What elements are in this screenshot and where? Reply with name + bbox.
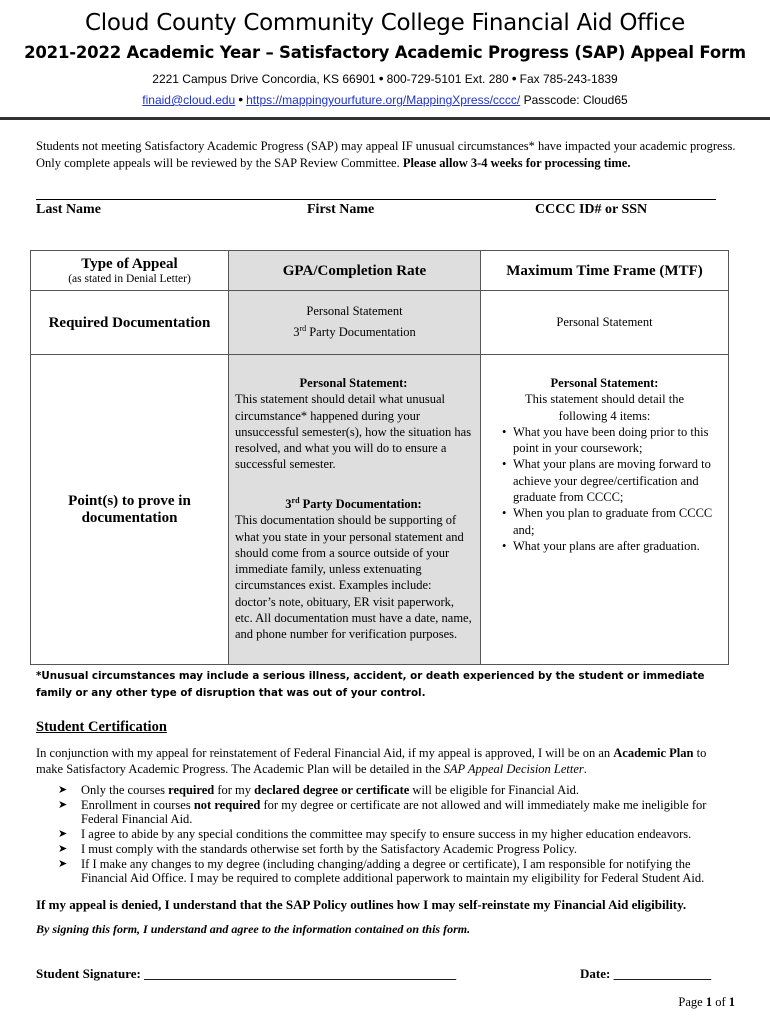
certification-paragraph: In conjunction with my appeal for reinstatement of Federal Financial Aid, if my appeal is approved, I will be on an Academic Plan to make Satisfactory Academic Progress. The Academic Plan will be detailed in the SAP Appeal Decision Letter.	[36, 746, 707, 777]
name-entry-line[interactable]	[36, 199, 716, 200]
appeal-requirements-table	[30, 250, 729, 665]
passcode: Passcode: Cloud65	[523, 93, 628, 107]
mtf-items-list	[491, 424, 718, 554]
gpa-completion-header: GPA/Completion Rate	[282, 262, 427, 279]
gpa-points-cell	[229, 355, 481, 665]
appeal-denied-statement: If my appeal is denied, I understand that the SAP Policy outlines how I may self-reinstate my Financial Aid eligibility.	[36, 897, 687, 912]
list-item: ➤ I must comply with the standards otherwise set forth by the Satisfactory Academic Progress Policy.	[58, 841, 577, 856]
first-name-label: First Name	[307, 202, 375, 217]
mtf-personal-statement-heading: Personal Statement:	[550, 376, 659, 390]
date-label: Date:	[580, 966, 614, 981]
mtf-required-docs	[481, 291, 729, 355]
intro-text: Students not meeting Satisfactory Academic Progress (SAP) may appeal IF unusual circumstances* have impacted your academic progress. Only complete appeals will be reviewed by the SAP Review Committee.	[36, 139, 736, 170]
mtf-personal-statement-intro: This statement should detail the following 4 items:	[525, 392, 684, 423]
date-field[interactable]	[580, 966, 711, 982]
list-item: • When you plan to graduate from CCCC and;	[513, 505, 718, 538]
required-docs-label: Required Documentation	[48, 314, 211, 331]
intro-paragraph	[36, 138, 740, 172]
list-item: • What you have been doing prior to this point in your coursework;	[513, 424, 718, 457]
page-number: Page 1 of 1	[678, 995, 735, 1009]
address: 2221 Campus Drive Concordia, KS 66901	[152, 72, 376, 86]
fax: Fax 785-243-1839	[519, 72, 618, 86]
list-item: ➤ I agree to abide by any special conditions the committee may specify to ensure success in my higher education endeavors.	[58, 827, 692, 842]
list-item: • What your plans are moving forward to achieve your degree/certification and graduate from CCCC;	[513, 456, 718, 505]
signature-label: Student Signature:	[36, 966, 145, 981]
signing-agreement: By signing this form, I understand and agree to the information contained on this form.	[36, 922, 471, 936]
unusual-circumstances-footnote: *Unusual circumstances may include a serious illness, accident, or death experienced by the student or immediate family or any other type of disruption that was out of your control.	[36, 670, 705, 699]
table-header-row	[31, 251, 729, 291]
required-docs-cell	[31, 291, 229, 355]
bullet-separator: •	[511, 70, 517, 86]
gpa-doc-third-party: 3rd Party Documentation	[293, 324, 416, 340]
type-of-appeal-cell	[31, 251, 229, 291]
list-item: • What your plans are after graduation.	[513, 538, 718, 554]
gpa-personal-statement-body: This statement should detail what unusual circumstance* happened during your unsuccessful semester(s), how the situation has resolved, and what you will do to ensure a successful semester.	[235, 392, 472, 472]
mtf-doc-personal-statement: Personal Statement	[556, 315, 653, 329]
certification-list	[58, 783, 738, 886]
type-of-appeal-label: Type of Appeal	[81, 256, 178, 272]
bullet-separator: •	[238, 91, 244, 107]
type-of-appeal-note: (as stated in Denial Letter)	[68, 273, 191, 285]
date-line[interactable]: _______________	[613, 966, 712, 981]
form-subtitle: 2021-2022 Academic Year – Satisfactory Academic Progress (SAP) Appeal Form	[24, 43, 746, 62]
gpa-doc-personal-statement: Personal Statement	[306, 304, 403, 319]
arrow-bullet-icon: ➤	[58, 828, 68, 841]
gpa-header-cell	[229, 251, 481, 291]
website-link[interactable]: https://mappingyourfuture.org/MappingXpress/cccc/	[246, 93, 521, 107]
form-title: Cloud County Community College Financial Aid Office	[84, 10, 686, 36]
gpa-third-party-body: This documentation should be supporting of what you state in your personal statement and should come from a source outside of your immediate family, unless extenuating circumstances exist. Examples include: doctor’s note, obituary, ER visit paperwork, etc. All documentation must have a date, name, and phone number for verification purposes.	[235, 513, 472, 642]
contact-line-2	[0, 91, 770, 108]
id-label: CCCC ID# or SSN	[535, 202, 648, 217]
points-label-cell	[31, 355, 229, 665]
phone: 800-729-5101 Ext. 280	[386, 72, 509, 86]
gpa-third-party-heading: 3rd Party Documentation:	[285, 495, 422, 511]
gpa-required-docs	[229, 291, 481, 355]
mtf-points-cell	[481, 355, 729, 665]
list-item: ➤ If I make any changes to my degree (including changing/adding a degree or certificate), I am responsible for notifying the Financial Aid Office. I may be required to complete additional paperwork to maintain my eligibility for Federal Student Aid.	[58, 856, 705, 886]
intro-processing-time: Please allow 3-4 weeks for processing time.	[402, 156, 631, 170]
student-certification-heading: Student Certification	[36, 719, 167, 735]
email-link[interactable]: finaid@cloud.edu	[142, 93, 236, 107]
points-row	[31, 355, 729, 665]
gpa-personal-statement-heading: Personal Statement:	[299, 376, 408, 390]
list-item: ➤ Enrollment in courses not required for my degree or certificate are not allowed and will immediately make me ineligible for Federal Financial Aid.	[58, 797, 707, 827]
arrow-bullet-icon: ➤	[58, 798, 68, 811]
header-divider	[0, 117, 770, 120]
arrow-bullet-icon: ➤	[58, 842, 68, 855]
signature-line[interactable]: ________________________________________________	[144, 966, 457, 981]
required-docs-row	[31, 291, 729, 355]
contact-line-1	[0, 70, 770, 87]
list-item: ➤ Only the courses required for my declared degree or certificate will be eligible for Financial Aid.	[58, 783, 580, 797]
last-name-label: Last Name	[36, 202, 101, 217]
bullet-separator: •	[378, 70, 384, 86]
mtf-header-cell	[481, 251, 729, 291]
student-signature-field[interactable]	[36, 966, 456, 982]
points-label: Point(s) to prove in documentation	[68, 492, 191, 526]
mtf-header: Maximum Time Frame (MTF)	[506, 262, 703, 279]
arrow-bullet-icon: ➤	[58, 857, 68, 870]
arrow-bullet-icon: ➤	[58, 784, 68, 796]
